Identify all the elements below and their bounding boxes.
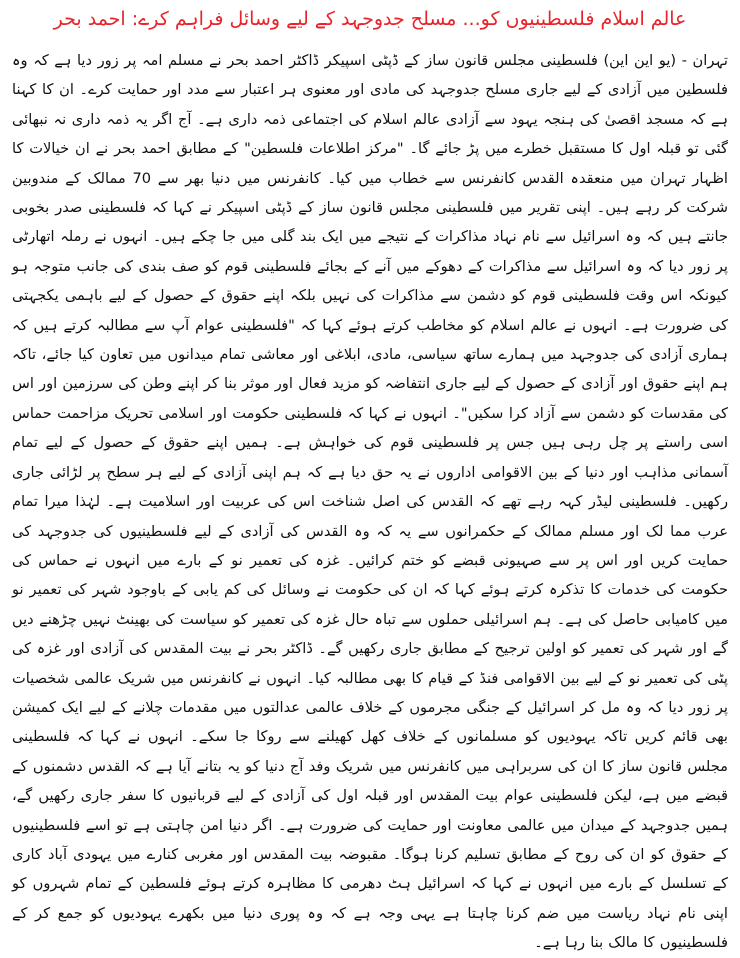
article-headline: عالم اسلام فلسطینیوں کو... مسلح جدوجہد کے لیے وسائل فراہم کرے: احمد بحر xyxy=(53,8,687,30)
article-body: تہران - (یو این این) فلسطینی مجلس قانون ساز کے ڈپٹی اسپیکر ڈاکٹر احمد بحر نے مسلم امہ پر زور دیا ہے کہ وہ فلسطین میں آزادی کے لیے جاری مسلح جدوجہد کی مادی اور معنوی ہر اعتبار سے مدد اور حمایت کرے۔ ان کا کہنا ہے کہ مسجد اقصیٰ کی ہنجہ یہود سے آزادی عالم اسلام کی اجتماعی ذمہ داری ہے۔ آج اگر یہ ذمہ داری نہ نبھائی گئی تو قبلہ اول کا مستقبل خطرے میں پڑ جائے گا۔ "مرکز اطلاعات فلسطین" کے مطابق احمد بحر نے ان خیالات کا اظہار تہران میں منعقدہ القدس کانفرنس سے خطاب میں کیا۔ کانفرنس میں دنیا بھر سے 70 ممالک کے مندوبین شرکت کر رہے ہیں۔ اپنی تقریر میں فلسطینی مجلس قانون ساز کے ڈپٹی اسپیکر نے کہا کہ فلسطینی صدر بخوبی جانتے ہیں کہ وہ اسرائیل سے نام نہاد مذاکرات کے نتیجے میں ایک بند گلی میں جا چکے ہیں۔ انہوں نے رملہ اتھارٹی پر زور دیا کہ وہ اسرائیل سے مذاکرات کے دھوکے میں آنے کے بجائے فلسطینی قوم کو صف بندی کی جانب متوجہ ہو کیونکہ اس وقت فلسطینی قوم کو دشمن سے مذاکرات کی نہیں بلکہ اپنے حقوق کے حصول کے لیے باہمی یکجہتی کی ضرورت ہے۔ انہوں نے عالم اسلام کو مخاطب کرتے ہوئے کہا کہ "فلسطینی عوام آپ سے مطالبہ کرتے ہیں کہ ہماری آزادی کی جدوجہد میں ہمارے ساتھ سیاسی، مادی، ابلاغی اور معاشی تمام میدانوں میں تعاون کیا جائے، تاکہ ہم اپنے حقوق اور آزادی کے حصول کے لیے جاری انتفاضہ کو مزید فعال اور موثر بنا کر اپنے وطن کی سرزمین اور اس کی مقدسات کو دشمن سے آزاد کرا سکیں"۔ انہوں نے کہا کہ فلسطینی حکومت اور اسلامی تحریک مزاحمت حماس اسی راستے پر چل رہی ہیں جس پر فلسطینی قوم کی خواہش ہے۔ ہمیں اپنے حقوق کے حصول کے لیے تمام آسمانی مذاہب اور دنیا کے بین الاقوامی اداروں نے یہ حق دیا ہے کہ ہم اپنی آزادی کے لیے ہر سطح پر لڑائی جاری رکھیں۔ فلسطینی لیڈر کہہ رہے تھے کہ القدس کی اصل شناخت اس کی عربیت اور اسلامیت ہے۔ لہٰذا میرا تمام عرب مما لک اور مسلم ممالک کے حکمرانوں سے یہ کہ وہ القدس کی آزادی کے لیے فلسطینیوں کی جدوجہد کی حمایت کریں اور اس پر سے صہیونی قبضے کو ختم کرائیں۔ غزہ کی تعمیر نو کے بارے میں انہوں نے حماس کی حکومت کی خدمات کا تذکرہ کرتے ہوئے کہا کہ ان کی حکومت نے وسائل کی کم یابی کے باوجود شہر کی تعمیر نو میں کامیابی حاصل کی ہے۔ ہم اسرائیلی حملوں سے تباہ حال غزہ کی تعمیر کو سیاست کی بھینٹ نہیں چڑھنے دیں گے اور شہر کی تعمیر کو اولین ترجیح کے مطابق جاری رکھیں گے۔ ڈاکٹر بحر نے بیت المقدس کی آزادی اور غزہ کی پٹی کی تعمیر نو کے لیے بین الاقوامی فنڈ کے قیام کا بھی مطالبہ کیا۔ انہوں نے کانفرنس میں شریک عالمی شخصیات پر زور دیا کہ وہ مل کر اسرائیل کے جنگی مجرموں کے خلاف عالمی عدالتوں میں مقدمات چلانے کے لیے ایک کمیشن بھی قائم کریں تاکہ یہودیوں کو مسلمانوں کے خلاف کھل کھیلنے سے روکا جا سکے۔ انہوں نے کہا کہ فلسطینی مجلس قانون ساز کا ان کی سربراہی میں کانفرنس میں شریک وفد آج دنیا کو یہ بتانے آیا ہے کہ القدس دشمنوں کے قبضے میں ہے، لیکن فلسطینی عوام بیت المقدس اور قبلہ اول کی آزادی کے لیے قربانیوں کا سفر جاری رکھیں گے، ہمیں جدوجہد کے میدان میں عالمی معاونت اور حمایت کی ضرورت ہے۔ اگر دنیا امن چاہتی ہے تو اسے فلسطینیوں کے حقوق کو ان کی روح کے مطابق تسلیم کرنا ہوگا۔ مقبوضہ بیت المقدس اور مغربی کنارے میں یہودی آباد کاری کے تسلسل کے بارے میں انہوں نے کہا کہ اسرائیل ہٹ دھرمی کا مظاہرہ کرتے ہوئے فلسطین کے تمام شہروں کو اپنی نام نہاد ریاست میں ضم کرنا چاہتا ہے یہی وجہ ہے کہ وہ پوری دنیا میں بکھرے یہودیوں کو جمع کر کے فلسطینیوں کا مالک بنا رہا ہے۔ xyxy=(12,52,728,952)
